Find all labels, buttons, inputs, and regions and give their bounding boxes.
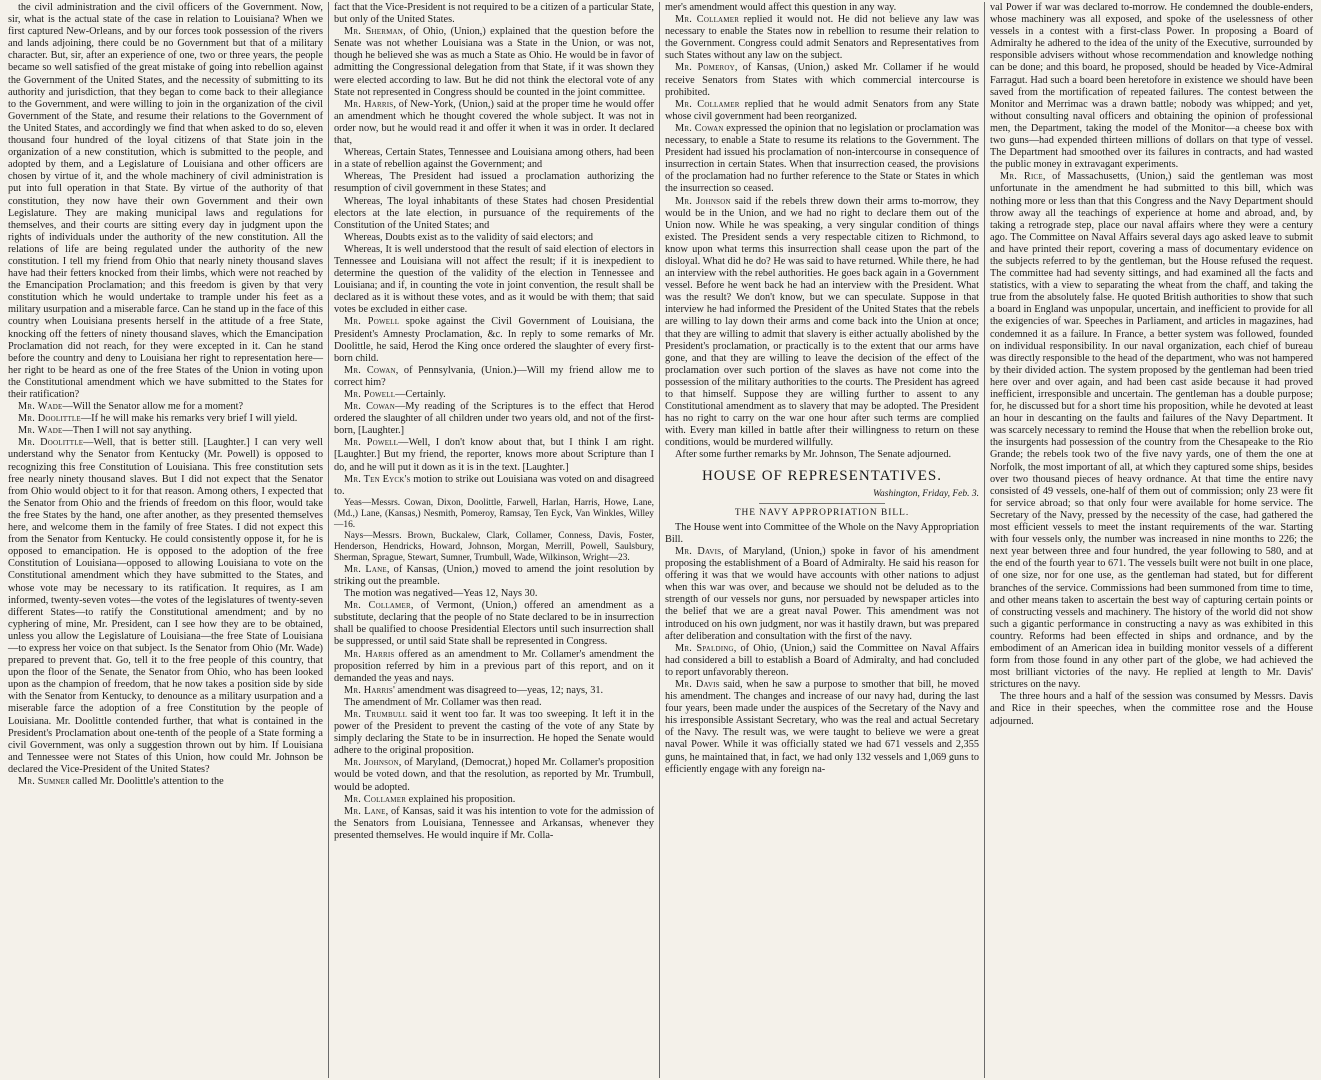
speaker-name: Mr. Harris [344,684,394,696]
article-paragraph [334,244,654,317]
speaker-name: Mr. Trumbull [344,708,408,720]
article-paragraph [8,437,323,776]
column-2 [328,2,659,1078]
article-paragraph [334,196,654,232]
speaker-name: Mr. Spalding [675,642,734,654]
speaker-name: Mr. Rice [1000,171,1043,183]
speaker-name: Mr. Cowan [344,401,395,413]
article-paragraph [334,649,654,685]
column-1 [3,2,328,1078]
speaker-name: Mr. Pomeroy [675,62,735,74]
paragraph-text: called Mr. Doolittle's attention to the [69,776,224,787]
speaker-name: Mr. Lane [344,563,387,575]
article-paragraph [990,2,1313,171]
article-paragraph [8,2,323,401]
paragraph-text: , of New-York, (Union,) said at the proper time he would offer an amendment which he thought covered the whole subject. It was not in order now, but he would read it and offer it when it was in order. It declared that, [334,98,654,147]
article-paragraph [334,99,654,147]
article-paragraph [334,794,654,806]
paragraph-text: , of Massachusetts, (Union,) said the gentleman was most unfortunate in the amendment he had submitted to this bill, which was nothing more or less than that this Congress and the Navy Department should throw away all the teachings of experience at home and abroad, and, by taking a retrograde step, place our naval affairs where they were a century ago. The Committee on Naval Affairs several days ago asked leave to submit and have printed their report, covering a mass of documentary evidence on the subjects referred to by the gentleman, but the House refused the request. The committee had had seventy sittings, and had examined all the facts and statistics, with a view to separating the wheat from the chaff, and taking the true from the absolutely false. He quoted British authorities to show that such a board in England was unpopular, uncertain, and inefficient to provide for all the exigencies of war. Speeches in Parliament, and articles in magazines, had condemned it as a failure. In France, a better system was followed, founded on individual responsibility. In our naval organization, each chief of bureau was directly responsible to the head of the department, who was not hampered by their divided action. The system proposed by the gentleman had been tried here over and over again, and had been cast aside because it had proved inefficient, irresponsible and uncertain. The gentleman has a double purpose; for, he discussed but for a short time his proposition, while he devoted at least an hour in descanting on the faults and failures of the Navy Department. It was scarcely necessary to remind the House that when the rebellion broke out, the insurgents had possession of the country from the Chesapeake to the Rio Grande; the rebels took two of the five navy yards, one of them the one at Norfolk, the most important of all, at which they captured some ships, besides over two thousand pieces of heavy ordnance. At that time the entire navy consisted of 49 vessels, one-half of them out of commission; only 23 were fit for service abroad; so that only four were available for home service. The Secretary of the Navy, pressed by the necessity of the case, had gathered the most efficient vessels to meet the instant requirements of the war. Starting with four vessels only, the number was increased in nine months to 226; the next year between three and four hundred, the year following to 580, and at the end of the fourth year to 671. The vessels built were not built in one place, of one size, nor for one use, as the gentleman had stated, but for different branches of the service. Commissions had been summoned from time to time, and other means taken to ascertain the best way of capturing certain points or of constructing vessels and machinery. The history of the world did not show such a gigantic performance in constructing a navy as was exhibited in this country. Reforms had been effected in ships and ordnance, and by the embodiment of an American idea in building monitor vessels of a different form from those found in any other part of the globe, we had achieved the most brilliant victories of the navy. He replied at length to Mr. Davis' strictures on the navy. [990,171,1313,691]
article-paragraph [665,679,979,776]
vote-tally [334,498,654,531]
article-paragraph [665,123,979,196]
paragraph-text: —Well, that is better still. [Laughter.] I can very well understand why the Senator from Kentucky (Mr. Powell) is opposed to recognizing this free Constitution of Louisiana. This free constitution sets free nearly ninety thousand slaves. But I did not expect that the Senator from Ohio would object to it for that reason. Among others, I expected that the Senator from Ohio and the friends of freedom on this floor, would take the free States by the hand, one after another, as they presented themselves here, and welcome them in the family of free States. I did not expect this from the Senator from Kentucky. He could consistently oppose it, for he is opposed to emancipation. He is opposed to the adoption of the free Constitution of Louisiana—opposed to allowing Louisiana to vote on the Constitutional amendment which they have submitted to the States, and whose vote may be necessary to its ratification. It requires, as I am informed, twenty-seven votes—the votes of the legislatures of twenty-seven different States—to ratify the Constitutional amendment; and by no cyphering of mine, Mr. President, can I see how they are to be obtained, unless you allow the Legislature of Louisiana—the free State of Louisiana—to express her voice on that subject. Is the Senator from Ohio (Mr. Wade) prepared to prevent that. Go, tell it to the free people of this country, that upon the floor of the Senate, the Senator from Ohio, who has been looked upon as the champion of freedom, that he now takes a position side by side with the Senator from Kentucky, to denounce as a military usurpation and a miserable farce the adoption of a free Constitution by the people of Louisiana. Mr. Doolittle contended further, that what is contained in the President's Proclamation about one-tenth of the people of a State forming a civil Government, was only a suggestion thrown out by him. If Louisiana and Tennessee were not States of this Union, how could Mr. Johnson be declared the Vice-President of the United States? [8,437,323,775]
paragraph-text: , of Pennsylvania, (Union.)—Will my friend allow me to correct him? [334,364,654,388]
paragraph-text: , of Maryland, (Union,) spoke in favor of his amendment proposing the establishment of a Board of Admiralty. He said his reason for offering it was that we would have accounts with other nations to adjust when this war was over, and because we should not be deluded as to the strength of our vessels nor guns, nor persuaded by newspaper articles into the belief that we are a great naval Power. This amendment was not introduced on his own judgment, nor was it hastily drawn, but was prepared after deliberation and consultation with the first of the navy. [665,545,979,642]
paragraph-text: —If he will make his remarks very brief I will yield. [80,413,298,425]
article-paragraph [334,26,654,99]
paragraph-text: The three hours and a half of the session was consumed by Messrs. Davis and Rice in their speeches, when the committee rose and the House adjourned. [990,691,1313,727]
paragraph-text: The amendment of Mr. Collamer was then read. [344,696,542,708]
paragraph-text: replied it would not. He did not believe any law was necessary to enable the States now in rebellion to resume their relation to the Government. Congress could admit Senators and Representatives from such States without any law on the subject. [665,14,979,62]
paragraph-text: offered as an amendment to Mr. Collamer's amendment the proposition referred by him in a previous part of this report, and on it demanded the yeas and nays. [334,648,654,684]
speaker-name: Mr. Davis [675,545,722,557]
article-paragraph [990,171,1313,691]
paragraph-text: After some further remarks by Mr. Johnson, The Senate adjourned. [675,449,952,461]
article-paragraph [334,2,654,26]
article-paragraph [8,776,323,788]
paragraph-text: Whereas, The loyal inhabitants of these States had chosen Presidential electors at the late election, in pursuance of the requirements of the Constitution of the United States; and [334,195,654,231]
article-paragraph [665,2,979,14]
article-paragraph [334,437,654,473]
paragraph-text: , of Ohio, (Union,) explained that the question before the Senate was not whether Louisiana was a State in the Union, or was not, though he believed she was as much a State as Ohio. He would be in favor of admitting the Congressional delegation from that State, if it was shown they were elected according to law. But he did not think the electoral vote of any State not represented in Congress should be counted in the joint committee. [334,26,654,98]
article-paragraph [334,697,654,709]
article-paragraph [665,643,979,679]
paragraph-text: The House went into Committee of the Whole on the Navy Appropriation Bill. [665,521,979,545]
paragraph-text: —My reading of the Scriptures is to the effect that Herod ordered the slaughter of all children under two years old, and not of the first-born, [Laughter.] [334,401,655,437]
paragraph-text: Whereas, Certain States, Tennessee and Louisiana among others, had been in a state of rebellion against the Government; and [334,147,654,171]
paragraph-text: —Will the Senator allow me for a moment? [62,401,244,413]
paragraph-text: —Well, I don't know about that, but I think I am right. [Laughter.] But my friend, the reporter, knows more about Scripture than I do, and he will put it down as it is in the text. [Laughter.] [334,437,654,473]
article-paragraph [334,232,654,244]
speaker-name: Mr. Collamer [675,14,740,26]
paragraph-text: —Certainly. [395,389,446,400]
paragraph-text: said if the rebels threw down their arms to-morrow, they would be in the Union, and we had no right to declare them out of the Union now. While he was speaking, a very singular condition of things existed. The President sends a very respectable citizen to Richmond, to know upon what terms this insurrection shall cease upon the part of the disloyal. What did he do? He was said to have returned. While there, he had an interview with the rebel authorities. He goes back again in a Government vessel. Before he went back he had an interview with the President. What was the result? We don't know, but we can speculate. Suppose in that interview he had informed the President of the United States that the rebels are willing to lay down their arms and come back into the Union at once; that they are willing to admit that slavery is either actually abolished by the President's proclamation, or practically is to the extent that our arms have gone, and that they are willing to leave the decision of the effect of the proclamation over such portion of the slaves as have not come into the possession of the military authorities to the courts. The President has agreed to that himself. Suppose they are willing further to assent to any Constitutional amendment as to slavery that may be adopted. The President has no right to carry on the war one hour after such terms are complied with. Every man killed in battle after their willingness to return on these conditions, would be murdered willfully. [665,195,979,449]
article-paragraph [334,757,654,793]
paragraph-text: said it went too far. It was too sweeping. It left it in the power of the President to prevent the casting of the vote of any State by simply declaring the State to be in insurrection. He hoped the Senate would adhere to the original proposition. [334,708,655,757]
divider [759,503,885,504]
speaker-name: Mr. Doolittle [18,413,81,425]
paragraph-text: spoke against the Civil Government of Louisiana, the President's Amnesty Proclamation, &c. In reply to some remarks of Mr. Doolittle, he said, Herod the King once ordered the slaughter of every first-born child. [334,316,654,364]
paragraph-text: explained his proposition. [406,793,516,805]
paragraph-text: val Power if war was declared to-morrow. He condemned the double-enders, whose machinery was all exposed, and spoke of the uselessness of other vessels in a contest with a first-class Power. In proposing a Board of Admiralty he adhered to the idea of the unity of the Executive, surrounded by responsible advisers without whose recommendation and knowledge nothing can be done; and this board, he proposed, should be headed by Vice-Admiral Farragut. Had such a board been heretofore in existence we should have been saved from the mortification of repeated failures. The contest between the Monitor and Merrimac was a drawn battle; nobody was whipped; and yet, without consulting naval officers and obtaining the opinion of professional men, the Department, taking the model of the Monitor—a cheese box with two guns—had expended thirteen millions of dollars on that type of vessel. The Department had smoothed over its failures in contracts, and had wasted the public money in extravagant experiments. [990,2,1313,171]
article-paragraph [990,691,1313,727]
paragraph-text: expressed the opinion that no legislation or proclamation was necessary, to enable a State to resume its relations to the Government. The President had issued his proclamation of non-intercourse in consequence of insurrection in certain States. When that insurrection ceased, the provisions of the proclamation had no further reference to the State or States in which the insurrection so ceased. [665,122,980,195]
article-paragraph [334,709,654,757]
speaker-name: Mr. Collamer [675,98,740,110]
paragraph-text: the civil administration and the civil officers of the Government. Now, sir, what is the actual state of the case in relation to Louisiana? When we first captured New-Orleans, and by our forces took possession of the rivers and lands adjoining, there could be no Government but that of a military character. But, sir, after an experience of one, two or three years, the people became so well satisfied of the great mistake of going into rebellion against the Government of the United States, and the necessity of submitting to its authority and jurisdiction, that they began to come back to their allegiance to the Government, and were willing to join in the organization of the civil Government of the State, and resume their relations to the Government of the United States, and accordingly we find that when asked to do so, eleven thousand four hundred of the loyal citizens of that State join in the organization of a new constitution, which is submitted to the people, and adopted by them, and a Legislature of Louisiana and other officers are chosen by virtue of it, and the whole machinery of civil administration is put into full operation in that State. By virtue of the authority of that constitution, they now have their own Government and their own Legislature. They are making municipal laws and regulations for themselves, and their courts are sitting every day in judgment upon the rights of individuals under the authority of the new constitution. All the relations of life are being regulated under the authority of the new constitution. I tell my friend from Ohio that nearly ninety thousand slaves have had their fetters knocked from their limbs, which were not reached by the Emancipation Proclamation; and this freedom is given by that very constitution which he would undertake to trample under his feet as a military usurpation and a miserable farce. Can he stand up in the face of this country when Louisiana presents herself in the attitude of a free State, knocking off the fetters of ninety thousand slaves, which the Emancipation Proclamation did not reach, for they were excepted in it. Can he stand before the country and deny to Louisiana her right to representation here—her right to be heard as one of the free States of the Union in voting upon the Constitutional amendment which we have submitted to the States for their ratification? [8,2,323,400]
paragraph-text: Nays—Messrs. Brown, Buckalew, Clark, Collamer, Conness, Davis, Foster, Henderson, Hendricks, Howard, Johnson, Morgan, Merrill, Powell, Saulsbury, Sherman, Sprague, Stewart, Sumner, Trumbull, Wade, Wilkinson, Wright—23. [334,530,654,563]
paragraph-text: The motion was negatived—Yeas 12, Nays 30. [344,588,538,600]
speaker-name: Mr. Wade [18,401,63,413]
speaker-name: Mr. Wade [18,425,63,437]
article-paragraph [665,99,979,123]
article-paragraph [334,401,654,437]
article-paragraph [665,449,979,461]
speaker-name: Mr. Collamer [344,793,407,805]
paragraph-text: , of Ohio, (Union,) said the Committee on Naval Affairs had considered a bill to establish a Board of Admiralty, and had concluded to report unfavorably thereon. [665,642,979,678]
article-paragraph [334,474,654,498]
article-paragraph [334,806,654,842]
column-3-house-text [665,522,979,776]
article-paragraph [334,588,654,600]
speaker-name: Mr. Harris [344,98,394,110]
speaker-name: Mr. Doolittle [18,437,84,449]
speaker-name: Mr. Davis [675,678,720,690]
article-paragraph [665,14,979,62]
paragraph-text: said, when he saw a purpose to smother that bill, he moved his amendment. The changes and increase of our navy had, during the last four years, been made under the auspices of the Secretary of the Navy and his irresponsible Assistant Secretary, who was the real and actual Secretary of the Navy. The result was, we were taught to believe we were a great naval Power. While it was officially stated we had 671 vessels and 2,355 guns, he maintained that, in fact, we had only 132 vessels and 1,069 guns to efficiently engage with any foreign na- [665,678,979,775]
article-paragraph [665,546,979,643]
speaker-name: Mr. Cowan [344,364,396,376]
article-paragraph [334,171,654,195]
paragraph-text: fact that the Vice-President is not required to be a citizen of a particular State, but only of the United States. [334,2,654,26]
speaker-name: Mr. Johnson [675,195,731,207]
column-4 [984,2,1318,1078]
paragraph-text: Whereas, The President had issued a proclamation authorizing the resumption of civil government in these States; and [334,171,654,195]
paragraph-text: motion to strike out Louisiana was voted on and disagreed to. [334,473,654,497]
paragraph-text: Whereas, Doubts exist as to the validity of said electors; and [344,231,594,243]
speaker-name: Mr. Powell [344,437,399,449]
article-paragraph [665,196,979,450]
paragraph-text: , of Maryland, (Democrat,) hoped Mr. Collamer's proposition would be voted down, and that the resolution, as reported by Mr. Trumbull, would be adopted. [334,757,654,793]
speaker-name: Mr. Sumner [18,776,70,787]
article-paragraph [334,600,654,648]
speaker-name: Mr. Ten Eyck's [344,473,411,485]
article-paragraph [8,425,323,437]
paragraph-text: mer's amendment would affect this question in any way. [665,2,897,13]
article-paragraph [665,62,979,98]
speaker-name: Mr. Cowan [675,122,724,134]
paragraph-text: , of Kansas, (Union,) moved to amend the joint resolution by striking out the preamble. [334,563,654,587]
dateline: Washington, Friday, Feb. 3. [873,488,979,499]
article-paragraph [8,413,323,425]
speaker-name: Mr. Sherman [344,26,404,38]
speaker-name: Mr. Johnson [344,757,399,769]
speaker-name: Mr. Harris [344,648,395,660]
article-paragraph [8,401,323,413]
article-paragraph [665,522,979,546]
column-3-senate-text [665,2,979,462]
article-paragraph [334,365,654,389]
paragraph-text: ' amendment was disagreed to—yeas, 12; nays, 31. [393,684,604,696]
paragraph-text: , of Vermont, (Union,) offered an amendment as a substitute, declaring that the people of no State declared to be in insurrection shall be qualified to choose Presidential Electors until such insurrection shall be suppressed, or until said State shall be represented in Congress. [334,600,654,648]
paragraph-text: , of Kansas, (Union,) asked Mr. Collamer if he would receive Senators from States with which commercial intercourse is prohibited. [665,62,979,98]
bill-heading: THE NAVY APPROPRIATION BILL. [734,507,910,518]
paragraph-text: , of Kansas, said it was his intention to vote for the admission of the Senators from Louisiana, Tennessee and Arkansas, whenever they presented themselves. He would inquire if Mr. Colla- [334,805,655,841]
house-heading: HOUSE OF REPRESENTATIVES. [701,467,943,484]
column-3 [659,2,984,1078]
speaker-name: Mr. Powell [344,316,400,328]
article-paragraph [334,685,654,697]
article-paragraph [334,316,654,364]
vote-tally [334,531,654,564]
paragraph-text: —Then I will not say anything. [62,425,192,437]
speaker-name: Mr. Collamer [344,600,411,612]
paragraph-text: replied that he would admit Senators from any State whose civil government had been reorganized. [665,98,979,122]
paragraph-text: Whereas, It is well understood that the result of said election of electors in Tennessee and Louisiana will not affect the result; if it is inexpedient to determine the question of the validity of the election in Tennessee and Louisiana; and if, in counting the vote in joint convention, the result shall be declared as it is without these votes, and as it would be with them; that said votes be excluded in either case. [334,243,654,316]
speaker-name: Mr. Lane [344,805,386,817]
article-paragraph [334,147,654,171]
paragraph-text: Yeas—Messrs. Cowan, Dixon, Doolittle, Farwell, Harlan, Harris, Howe, Lane, (Md.,) Lane, (Kansas,) Nesmith, Pomeroy, Ramsay, Ten Eyck, Van Winkles, Willey—16. [334,497,654,530]
article-paragraph [334,389,654,401]
speaker-name: Mr. Powell [344,389,396,400]
article-paragraph [334,564,654,588]
